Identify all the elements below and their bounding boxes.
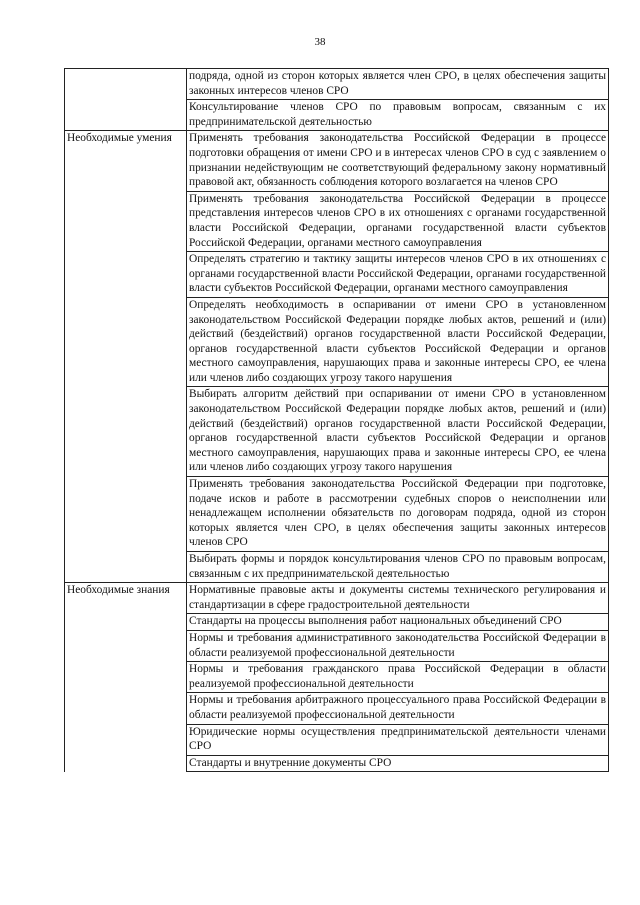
qualification-table xyxy=(64,68,609,772)
table-cell-item: Нормы и требования административного законодательства Российской Федерации в области реализуемой профессиональной деятельности xyxy=(187,630,609,661)
table-cell-item: Юридические нормы осуществления предпринимательской деятельности членами СРО xyxy=(187,724,609,755)
table-cell-item: Консультирование членов СРО по правовым вопросам, связанным с их предпринимательской деятельностью xyxy=(187,100,609,131)
table-cell-item: Выбирать формы и порядок консультирования членов СРО по правовым вопросам, связанным с их предпринимательской деятельностью xyxy=(187,552,609,583)
table-cell-item: подряда, одной из сторон которых является член СРО, в целях обеспечения защиты законных интересов членов СРО xyxy=(187,69,609,100)
section-label xyxy=(65,69,187,131)
table-cell-item: Применять требования законодательства Российской Федерации при подготовке, подаче исков и работе в рассмотрении судебных споров о неисполнении или ненадлежащем исполнении обязательств по договорам подряда, одной из сторон которых является член СРО, в целях обеспечения защиты законных интересов членов СРО xyxy=(187,477,609,552)
table-cell-item: Применять требования законодательства Российской Федерации в процессе подготовки обращения от имени СРО и в интересах членов СРО в суд с заявлением о признании недействующим не соответствующий федеральному закону нормативный правовой акт, обязанность соблюдения которого возлагается на членов СРО xyxy=(187,131,609,191)
table-cell-item: Применять требования законодательства Российской Федерации в процессе представления интересов членов СРО в их отношениях с органами государственной власти Российской Федерации, органами государственной власти субъектов Российской Федерации, органами местного самоуправления xyxy=(187,191,609,251)
section-label-skills: Необходимые умения xyxy=(65,131,187,583)
section-label-knowledge: Необходимые знания xyxy=(65,583,187,772)
table-cell-item: Выбирать алгоритм действий при оспаривании от имени СРО в установленном законодательством Российской Федерации порядке любых актов, решений и (или) действий (бездействий) органов государственной власти Российской Федерации, органов государственной власти субъектов Российской Федерации и органов местного самоуправления, нарушающих права и законные интересы СРО, ее члена или членов либо создающих угрозу такого нарушения xyxy=(187,387,609,477)
table-cell-item: Нормы и требования гражданского права Российской Федерации в области реализуемой профессиональной деятельности xyxy=(187,662,609,693)
table-cell-item: Стандарты на процессы выполнения работ национальных объединений СРО xyxy=(187,614,609,631)
table-row xyxy=(65,131,609,191)
page-number: 38 xyxy=(314,36,326,48)
table-cell-item: Определять стратегию и тактику защиты интересов членов СРО в их отношениях с органами государственной власти Российской Федерации, органами государственной власти субъектов Российской Федерации, органами местного самоуправления xyxy=(187,252,609,298)
table-cell-item: Определять необходимость в оспаривании от имени СРО в установленном законодательством Российской Федерации порядке любых актов, решений и (или) действий (бездействий) органов государственной власти Российской Федерации, органов государственной власти субъектов Российской Федерации и органов местного самоуправления, нарушающих права и законные интересы СРО, ее члена или членов либо создающих угрозу такого нарушения xyxy=(187,297,609,387)
table-cell-item: Нормативные правовые акты и документы системы технического регулирования и стандартизации в сфере градостроительной деятельности xyxy=(187,583,609,614)
table-row xyxy=(65,583,609,614)
table-row xyxy=(65,69,609,100)
table-cell-item: Нормы и требования арбитражного процессуального права Российской Федерации в области реализуемой профессиональной деятельности xyxy=(187,693,609,724)
table-cell-item: Стандарты и внутренние документы СРО xyxy=(187,755,609,772)
